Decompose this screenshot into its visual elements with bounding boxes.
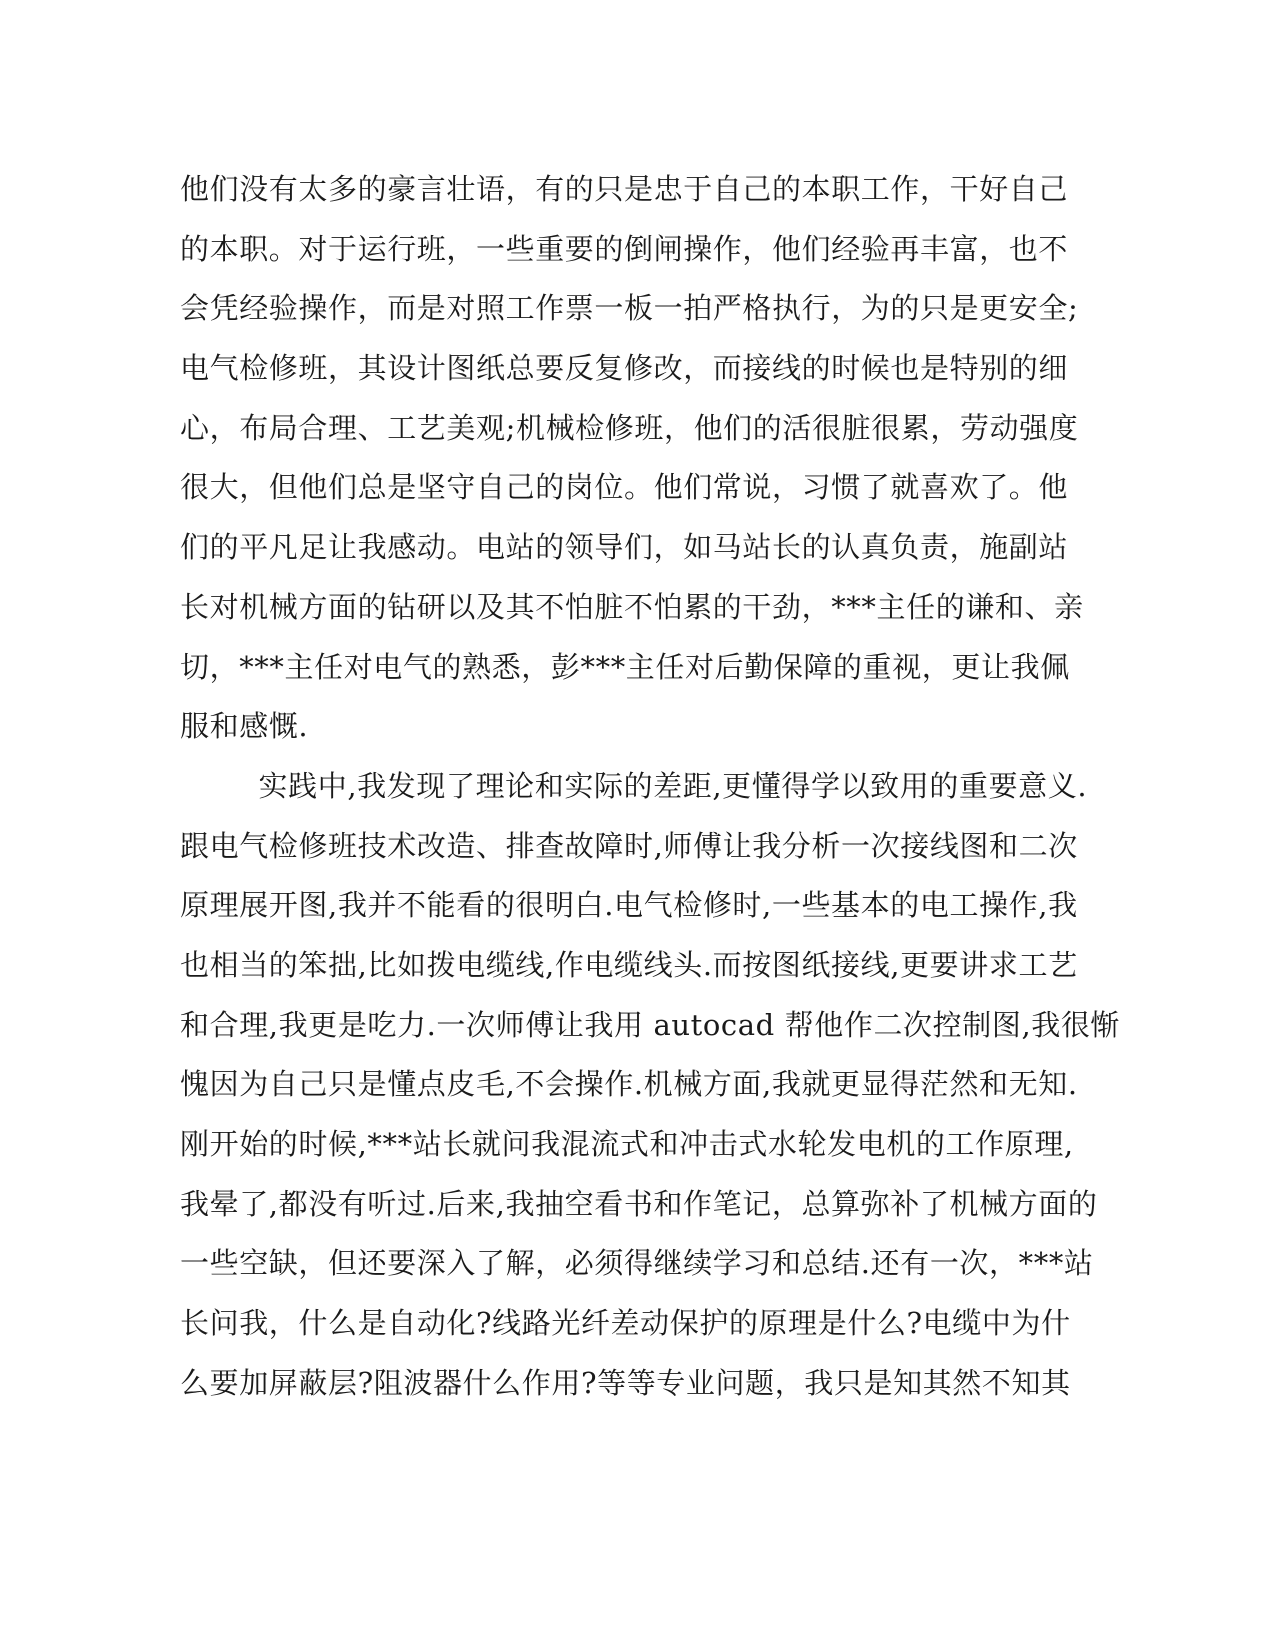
text-line: 长问我，什么是自动化?线路光纤差动保护的原理是什么?电缆中为什: [180, 1306, 1071, 1341]
text-line: 切，***主任对电气的熟悉，彭***主任对后勤保障的重视，更让我佩: [180, 649, 1070, 684]
text-line: 愧因为自己只是懂点皮毛,不会操作.机械方面,我就更显得茫然和无知.: [180, 1067, 1078, 1102]
text-line: 刚开始的时候,***站长就问我混流式和冲击式水轮发电机的工作原理,: [180, 1127, 1074, 1161]
text-line: 会凭经验操作，而是对照工作票一板一拍严格执行，为的只是更安全;: [180, 291, 1079, 326]
text-line: 电气检修班，其设计图纸总要反复修改，而接线的时候也是特别的细: [180, 351, 1069, 386]
text-line: 服和感慨.: [180, 709, 309, 744]
text-line: 的本职。对于运行班，一些重要的倒闸操作，他们经验再丰富，也不: [180, 231, 1069, 266]
text-line: 原理展开图,我并不能看的很明白.电气检修时,一些基本的电工操作,我: [180, 888, 1078, 923]
text-line: 实践中,我发现了理论和实际的差距,更懂得学以致用的重要意义.: [180, 768, 1088, 803]
text-line: 长对机械方面的钻研以及其不怕脏不怕累的干劲，***主任的谦和、亲: [180, 589, 1084, 624]
text-line: 们的平凡足让我感动。电站的领导们，如马站长的认真负责，施副站: [180, 530, 1069, 565]
text-line: 跟电气检修班技术改造、排查故障时,师傅让我分析一次接线图和二次: [180, 828, 1078, 863]
text-line: 他们没有太多的豪言壮语，有的只是忠于自己的本职工作，干好自己: [180, 172, 1069, 206]
text-line: 么要加屏蔽层?阻波器什么作用?等等专业问题，我只是知其然不知其: [180, 1365, 1071, 1400]
text-line: 心，布局合理、工艺美观;机械检修班，他们的活很脏很累，劳动强度: [180, 410, 1079, 445]
text-line: 一些空缺，但还要深入了解，必须得继续学习和总结.还有一次，***站: [180, 1246, 1094, 1281]
body-text: [180, 160, 1121, 1413]
text-line: 和合理,我更是吃力.一次师傅让我用 autocad 帮他作二次控制图,我很惭: [180, 1007, 1121, 1042]
text-line: 很大，但他们总是坚守自己的岗位。他们常说，习惯了就喜欢了。他: [180, 470, 1069, 505]
text-line: 我晕了,都没有听过.后来,我抽空看书和作笔记，总算弥补了机械方面的: [180, 1186, 1098, 1221]
text-line: 也相当的笨拙,比如拨电缆线,作电缆线头.而按图纸接线,更要讲求工艺: [180, 947, 1078, 982]
